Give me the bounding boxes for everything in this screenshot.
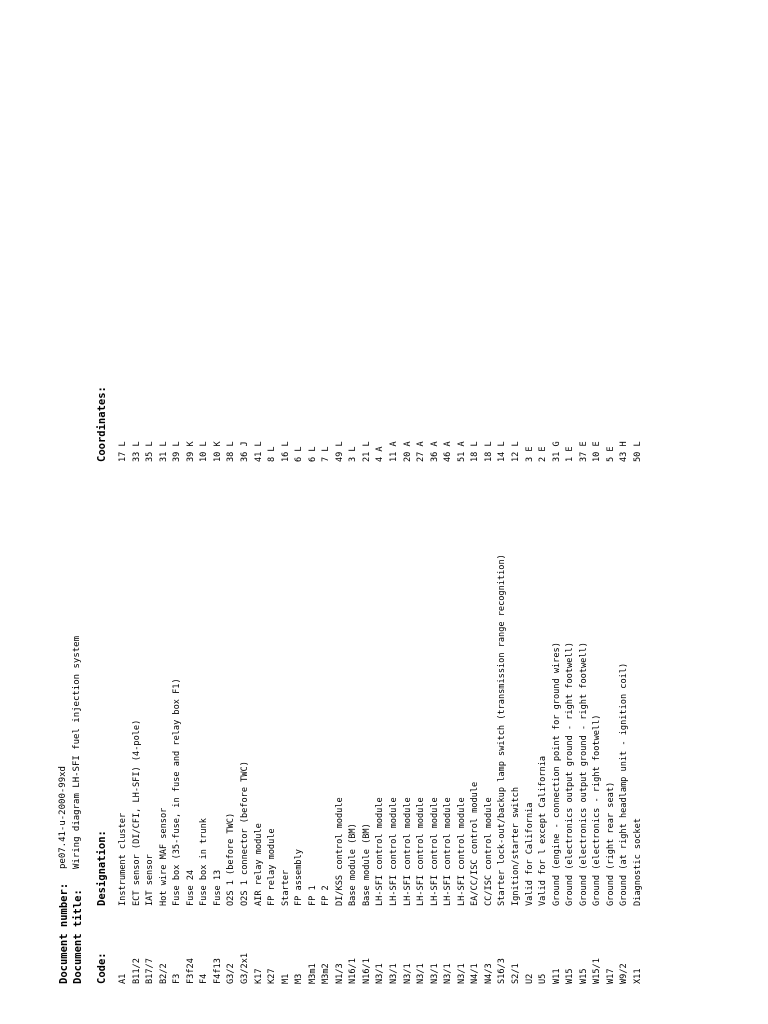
coordinates-cell: 2 E (538, 446, 549, 462)
code-cell: G3/2x1 (239, 952, 250, 984)
document-number-line (58, 766, 70, 984)
code-cell: G3/2 (226, 963, 237, 984)
table-row (144, 0, 157, 1024)
coordinates-cell: 5 E (605, 446, 616, 462)
designation-cell: O2S 1 (before TWC) (226, 812, 237, 906)
coordinates-cell: 39 K (185, 441, 196, 462)
code-cell: W15 (578, 968, 589, 984)
coordinates-cell: 21 L (361, 441, 372, 462)
designation-cell: LH-SFI control module (429, 797, 440, 906)
code-cell: N3/1 (402, 963, 413, 984)
designation-cell: FP 2 (321, 885, 332, 906)
designation-cell: DI/KSS control module (334, 797, 345, 906)
table-row (469, 0, 482, 1024)
designation-cell: Ground (right rear seat) (605, 781, 616, 906)
coordinates-cell: 43 H (619, 441, 630, 462)
code-cell: N3/1 (443, 963, 454, 984)
coordinates-cell: 37 E (578, 441, 589, 462)
coordinates-cell: 4 A (375, 446, 386, 462)
table-row (198, 0, 211, 1024)
designation-cell: LH-SFI control module (416, 797, 427, 906)
designation-cell: FP 1 (307, 885, 318, 906)
document-title-label: Document title: (72, 889, 84, 984)
coordinates-cell: 8 L (267, 446, 278, 462)
coordinates-cell: 46 A (443, 441, 454, 462)
table-row (307, 0, 320, 1024)
code-cell: N16/1 (348, 958, 359, 984)
code-cell: N3/1 (416, 963, 427, 984)
code-cell: K27 (267, 968, 278, 984)
table-row (510, 0, 523, 1024)
table-row (266, 0, 279, 1024)
coordinates-cell: 20 A (402, 441, 413, 462)
code-cell: B11/2 (131, 958, 142, 984)
designation-cell: LH-SFI control module (443, 797, 454, 906)
code-cell: M1 (280, 973, 291, 984)
coordinates-cell: 41 L (253, 441, 264, 462)
code-cell: A1 (118, 973, 128, 984)
code-cell: F4 (199, 973, 210, 984)
table-row (239, 0, 252, 1024)
table-row (483, 0, 496, 1024)
code-cell: S2/1 (510, 963, 521, 984)
document-title-line (72, 636, 84, 984)
coordinates-cell: 50 L (632, 441, 643, 462)
designation-cell: Ground (engine - connection point for ground wires) (551, 642, 562, 906)
designation-cell: Starter lock-out/backup lamp switch (transmission range recognition) (497, 554, 508, 906)
coordinates-column-header: Coordinates: (96, 386, 108, 462)
coordinates-cell: 10 K (212, 441, 223, 462)
designation-cell: LH-SFI control module (375, 797, 386, 906)
designation-cell: Ground (at right headlamp unit - ignition coil) (619, 662, 630, 906)
designation-cell: Base module (BM) (361, 823, 372, 906)
coordinates-cell: 16 L (280, 441, 291, 462)
code-cell: S16/3 (497, 958, 508, 984)
coordinates-cell: 51 A (456, 441, 467, 462)
table-row (280, 0, 293, 1024)
designation-cell: IAT sensor (145, 854, 156, 906)
code-cell: N3/1 (389, 963, 399, 984)
designation-cell: Base module (BM) (348, 823, 359, 906)
document-number-label: Document number: (58, 882, 70, 984)
designation-cell: EA/CC/ISC control module (470, 781, 481, 906)
table-row (293, 0, 306, 1024)
table-row (578, 0, 591, 1024)
code-cell: F4f13 (212, 958, 223, 984)
designation-cell: FP assembly (294, 849, 305, 906)
designation-cell: AIR relay module (253, 823, 264, 906)
code-cell: K17 (253, 968, 264, 984)
code-cell: N4/1 (470, 963, 481, 984)
coordinates-cell: 6 L (294, 446, 305, 462)
table-row (117, 0, 130, 1024)
coordinates-cell: 12 L (510, 441, 521, 462)
coordinates-cell: 49 L (334, 441, 345, 462)
table-row (225, 0, 238, 1024)
designation-cell: Ground (electronics - right footwell) (592, 714, 603, 906)
designation-cell: LH-SFI control module (456, 797, 467, 906)
designation-cell: Fuse box (35-fuse, in fuse and relay box F1) (172, 678, 183, 906)
designation-cell: O2S 1 connector (before TWC) (239, 761, 250, 906)
code-cell: X11 (632, 968, 643, 984)
code-cell: U5 (538, 973, 549, 984)
coordinates-cell: 18 L (483, 441, 494, 462)
table-row (361, 0, 374, 1024)
coordinates-cell: 7 L (321, 446, 332, 462)
coordinates-cell: 33 L (131, 441, 142, 462)
designation-cell: Fuse 13 (212, 869, 223, 906)
code-cell: M3m1 (307, 963, 318, 984)
coordinates-cell: 31 L (158, 441, 169, 462)
code-cell: N3/1 (456, 963, 467, 984)
table-row (429, 0, 442, 1024)
table-row (402, 0, 415, 1024)
coordinates-cell: 35 L (145, 441, 156, 462)
table-row (551, 0, 564, 1024)
code-cell: M3 (294, 973, 305, 984)
table-row (347, 0, 360, 1024)
code-cell: W15 (565, 968, 576, 984)
coordinates-cell: 36 J (239, 441, 250, 462)
table-row (185, 0, 198, 1024)
code-cell: B17/7 (145, 958, 156, 984)
table-row (456, 0, 469, 1024)
code-cell: N16/1 (361, 958, 372, 984)
code-cell: N4/3 (483, 963, 494, 984)
designation-cell: Diagnostic socket (632, 818, 643, 906)
code-cell: F3f24 (185, 958, 196, 984)
coordinates-cell: 31 G (551, 441, 562, 462)
designation-cell: Instrument cluster (118, 812, 128, 906)
table-row (374, 0, 387, 1024)
code-cell: N3/1 (429, 963, 440, 984)
table-row (632, 0, 645, 1024)
designation-cell: Starter (280, 869, 291, 906)
table-row (415, 0, 428, 1024)
designation-cell: LH-SFI control module (402, 797, 413, 906)
table-row (320, 0, 333, 1024)
document-title-value: Wiring diagram LH-SFI fuel injection system (72, 636, 82, 869)
code-column-header: Code: (96, 952, 108, 984)
designation-cell: Fuse box in trunk (199, 818, 210, 906)
designation-cell: Ignition/starter switch (510, 787, 521, 906)
code-cell: W17 (605, 968, 616, 984)
code-cell: N3/1 (375, 963, 386, 984)
table-row (253, 0, 266, 1024)
designation-cell: CC/ISC control module (483, 797, 494, 906)
table-row (605, 0, 618, 1024)
designation-cell: Ground (electronics output ground - right footwell) (565, 642, 576, 906)
table-row (537, 0, 550, 1024)
code-cell: N1/3 (334, 963, 345, 984)
coordinates-cell: 10 L (199, 441, 210, 462)
coordinates-cell: 27 A (416, 441, 427, 462)
table-row (158, 0, 171, 1024)
designation-column-header: Designation: (96, 830, 108, 906)
designation-cell: ECT sensor (DI/CFI, LH-SFI) (4-pole) (131, 719, 142, 906)
table-row (564, 0, 577, 1024)
code-cell: W11 (551, 968, 562, 984)
coordinates-cell: 1 E (565, 446, 576, 462)
document-number-value: pe07.41-u-2000-99xd (58, 766, 68, 869)
code-cell: F3 (172, 973, 183, 984)
table-row (388, 0, 401, 1024)
table-row (524, 0, 537, 1024)
coordinates-cell: 6 L (307, 446, 318, 462)
table-row (131, 0, 144, 1024)
coordinates-cell: 18 L (470, 441, 481, 462)
designation-cell: LH-SFI control module (389, 797, 399, 906)
coordinates-cell: 10 E (592, 441, 603, 462)
table-row (212, 0, 225, 1024)
table-row (442, 0, 455, 1024)
code-cell: M3m2 (321, 963, 332, 984)
coordinates-cell: 3 L (348, 446, 359, 462)
table-row (171, 0, 184, 1024)
coordinates-cell: 17 L (118, 441, 128, 462)
coordinates-cell: 11 A (389, 441, 399, 462)
designation-cell: Valid for l except California (538, 755, 549, 906)
coordinates-cell: 14 L (497, 441, 508, 462)
designation-cell: Hot wire MAF sensor (158, 807, 169, 906)
coordinates-cell: 39 L (172, 441, 183, 462)
table-row (618, 0, 631, 1024)
designation-cell: FP relay module (267, 828, 278, 906)
table-row (591, 0, 604, 1024)
code-cell: U2 (524, 973, 535, 984)
table-row (496, 0, 509, 1024)
code-cell: W15/1 (592, 958, 603, 984)
designation-cell: Fuse 24 (185, 869, 196, 906)
code-cell: W9/2 (619, 963, 630, 984)
designation-cell: Valid for California (524, 802, 535, 906)
code-cell: B2/2 (158, 963, 169, 984)
coordinates-cell: 38 L (226, 441, 237, 462)
designation-cell: Ground (electronics output ground - right footwell) (578, 642, 589, 906)
coordinates-cell: 36 A (429, 441, 440, 462)
coordinates-cell: 3 E (524, 446, 535, 462)
table-row (334, 0, 347, 1024)
